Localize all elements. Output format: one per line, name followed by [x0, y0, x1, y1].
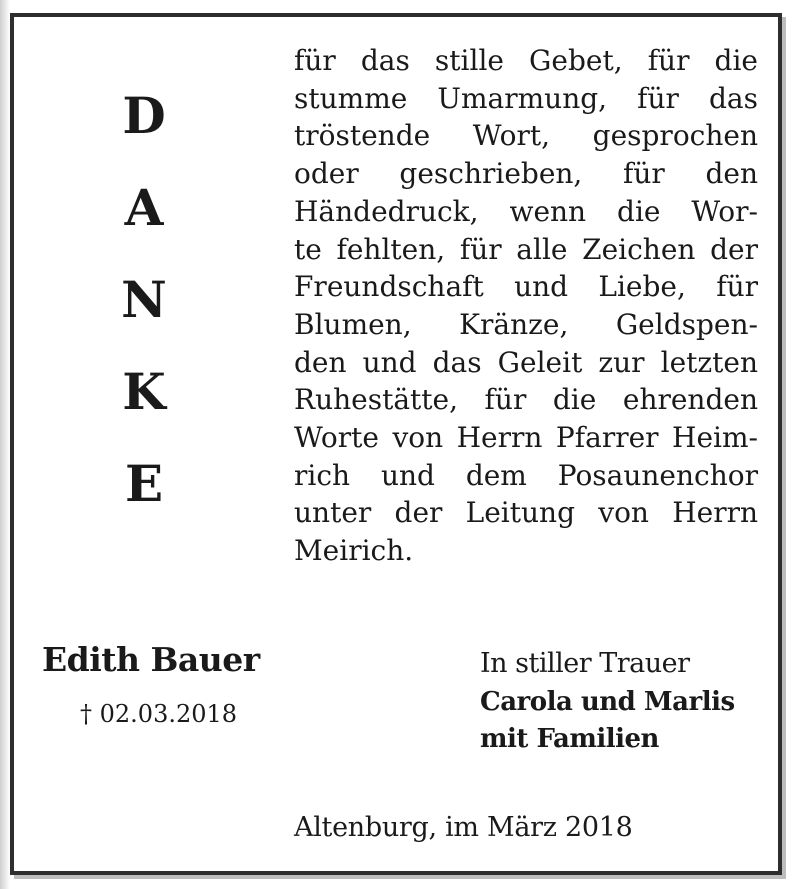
body-line: den und das Geleit zur letzten — [294, 345, 758, 379]
body-line: rich und dem Posaunenchor — [294, 458, 758, 492]
mourning-intro: In stiller Trauer — [480, 648, 690, 679]
danke-vertical-heading — [84, 70, 204, 530]
body-line: te fehlten, für alle Zeichen der — [294, 232, 758, 266]
mourners-line: Carola und Marlis — [480, 687, 735, 717]
body-line: oder geschrieben, für den — [294, 157, 758, 191]
danke-letter: N — [121, 270, 167, 329]
body-line: Händedruck, wenn die Wor- — [294, 194, 758, 228]
body-line: Meirich. — [294, 534, 414, 568]
body-line: Ruhestätte, für die ehrenden — [294, 383, 758, 417]
danke-letter: D — [122, 86, 166, 145]
body-line: Worte von Herrn Pfarrer Heim- — [294, 421, 758, 455]
danke-letter: K — [122, 362, 166, 421]
thanks-body-text — [294, 42, 758, 570]
danke-letter: A — [124, 178, 164, 237]
body-line: tröstende Wort, gesprochen — [294, 119, 758, 153]
deceased-name: Edith Bauer — [42, 640, 260, 679]
body-line: Blumen, Kränze, Geldspen- — [294, 307, 758, 341]
mourners-line: mit Familien — [480, 724, 659, 754]
body-line: für das stille Gebet, für die — [294, 44, 758, 77]
death-date: † 02.03.2018 — [80, 700, 238, 728]
body-line: Freundschaft und Liebe, für — [294, 270, 758, 304]
mourners-block — [480, 684, 735, 758]
place-and-date: Altenburg, im März 2018 — [294, 812, 633, 843]
danke-letter: E — [124, 454, 164, 513]
body-line: stumme Umarmung, für das — [294, 81, 758, 115]
body-line: unter der Leitung von Herrn — [294, 496, 758, 530]
